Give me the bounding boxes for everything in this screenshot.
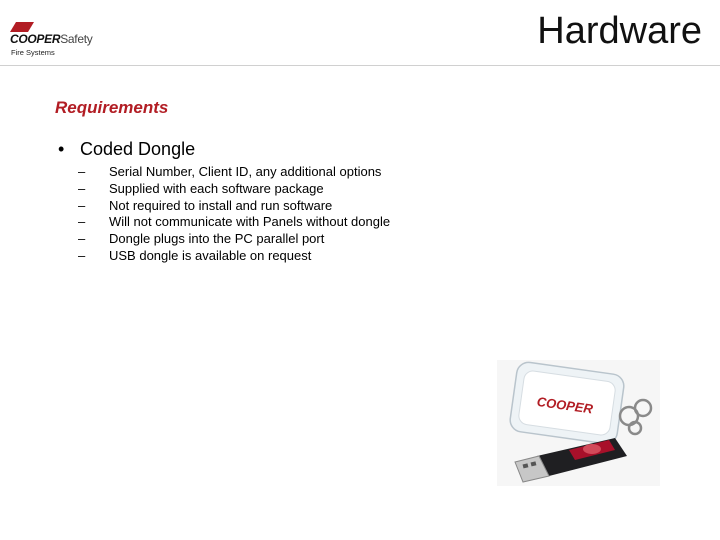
list-item [78,181,390,198]
dash-marker: – [78,164,86,179]
dash-marker: – [78,247,86,263]
bullet-text: Coded Dongle [80,139,196,159]
keyfob [509,361,626,445]
dash-marker: – [78,231,86,247]
dash-marker: – [78,197,86,213]
section-subheading: Requirements [55,98,169,117]
usb-stick [515,438,627,482]
header-divider [0,65,720,66]
list-item-text: Dongle plugs into the PC parallel port [109,231,325,247]
list-item-text: Serial Number, Client ID, any additional options [109,164,382,179]
dash-marker: – [78,180,86,196]
logo-tagline: Fire Systems [11,48,55,57]
list-item-text: Supplied with each software package [109,180,324,196]
cooper-safety-logo [10,20,120,60]
list-item [78,231,390,248]
logo-brand: COOPER [10,32,61,46]
logo-wordmark [10,32,92,46]
usb-dongle-photo [497,360,660,486]
keyfob-text: COOPER [535,393,594,417]
usb-dongle-illustration [497,360,660,486]
bullet-marker: • [58,139,65,159]
logo-mark-icon [10,22,34,32]
list-item [78,164,390,181]
bullet-item [58,139,195,160]
list-item-text: Will not communicate with Panels without dongle [109,214,391,230]
slide-title: Hardware [537,10,702,52]
key-ring [620,400,651,434]
sub-bullet-list [78,164,390,265]
list-item [78,248,390,265]
list-item [78,198,390,215]
dash-marker: – [78,214,86,230]
list-item-text: USB dongle is available on request [109,247,312,263]
list-item [78,214,390,231]
logo-suffix: Safety [60,32,93,46]
list-item-text: Not required to install and run software [109,197,333,213]
